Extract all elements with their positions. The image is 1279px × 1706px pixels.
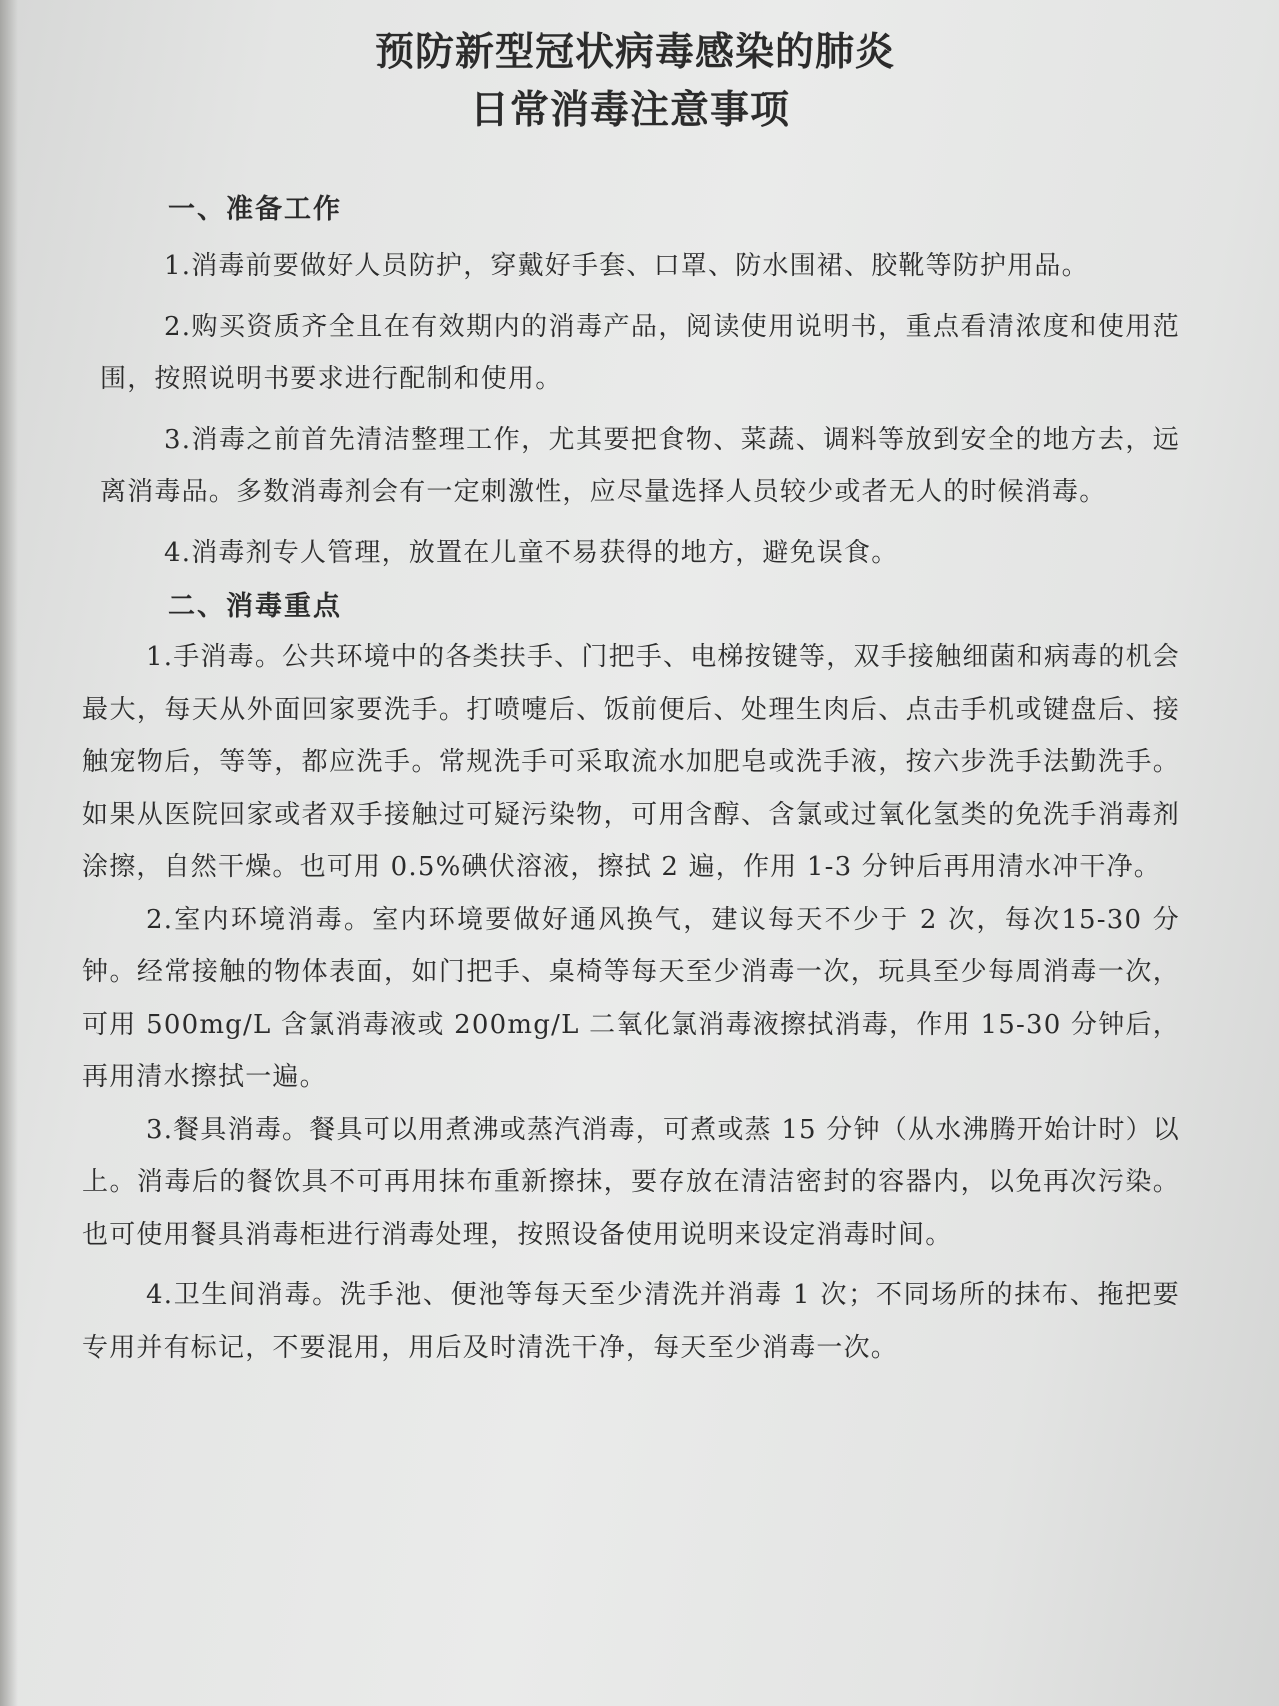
paragraph: 1.消毒前要做好人员防护，穿戴好手套、口罩、防水围裙、胶靴等防护用品。 <box>164 251 1089 281</box>
section-preparation <box>70 186 1180 579</box>
paragraph: 3.餐具消毒。餐具可以用煮沸或蒸汽消毒，可煮或蒸 15 分钟（从水沸腾开始计时）以上。消毒后的餐饮具不可再用抹布重新擦抹，要存放在清洁密封的容器内，以免再次污染。也可使用餐具消毒柜进行消毒处理，按照设备使用说明来设定消毒时间。 <box>82 1114 1180 1250</box>
paragraph: 2.购买资质齐全且在有效期内的消毒产品，阅读使用说明书，重点看清浓度和使用范围，按照说明书要求进行配制和使用。 <box>100 311 1180 394</box>
section-heading: 二、消毒重点 <box>168 591 342 622</box>
paragraph: 4.消毒剂专人管理，放置在儿童不易获得的地方，避免误食。 <box>164 537 899 568</box>
paragraph: 2.室内环境消毒。室内环境要做好通风换气，建议每天不少于 2 次，每次15-30 分钟。经常接触的物体表面，如门把手、桌椅等每天至少消毒一次，玩具至少每周消毒一次，可用 500mg/L 含氯消毒液或 200mg/L 二氧化氯消毒液擦拭消毒，作用 15-30 分钟后，再用清水擦拭一遍。 <box>82 904 1180 1092</box>
paragraph: 3.消毒之前首先清洁整理工作，尤其要把食物、菜蔬、调料等放到安全的地方去，远离消毒品。多数消毒剂会有一定刺激性，应尽量选择人员较少或者无人的时候消毒。 <box>100 424 1180 507</box>
document-body <box>70 24 1180 1374</box>
title-line-2: 日常消毒注意事项 <box>469 88 790 133</box>
document-title <box>70 24 1180 140</box>
paragraph: 4.卫生间消毒。洗手池、便池等每天至少清洗并消毒 1 次；不同场所的抹布、拖把要专用并有标记，不要混用，用后及时清洗干净，每天至少消毒一次。 <box>82 1280 1180 1363</box>
paragraph: 1.手消毒。公共环境中的各类扶手、门把手、电梯按键等，双手接触细菌和病毒的机会最大，每天从外面回家要洗手。打喷嚏后、饭前便后、处理生肉后、点击手机或键盘后、接触宠物后，等等，都应洗手。常规洗手可采取流水加肥皂或洗手液，按六步洗手法勤洗手。如果从医院回家或者双手接触过可疑污染物，可用含醇、含氯或过氧化氢类的免洗手消毒剂涂擦，自然干燥。也可用 0.5%碘伏溶液，擦拭 2 遍，作用 1-3 分钟后再用清水冲干净。 <box>82 642 1180 882</box>
title-line-1: 预防新型冠状病毒感染的肺炎 <box>374 30 895 75</box>
section-heading: 一、准备工作 <box>168 194 342 225</box>
section-disinfection-focus <box>70 583 1180 1374</box>
